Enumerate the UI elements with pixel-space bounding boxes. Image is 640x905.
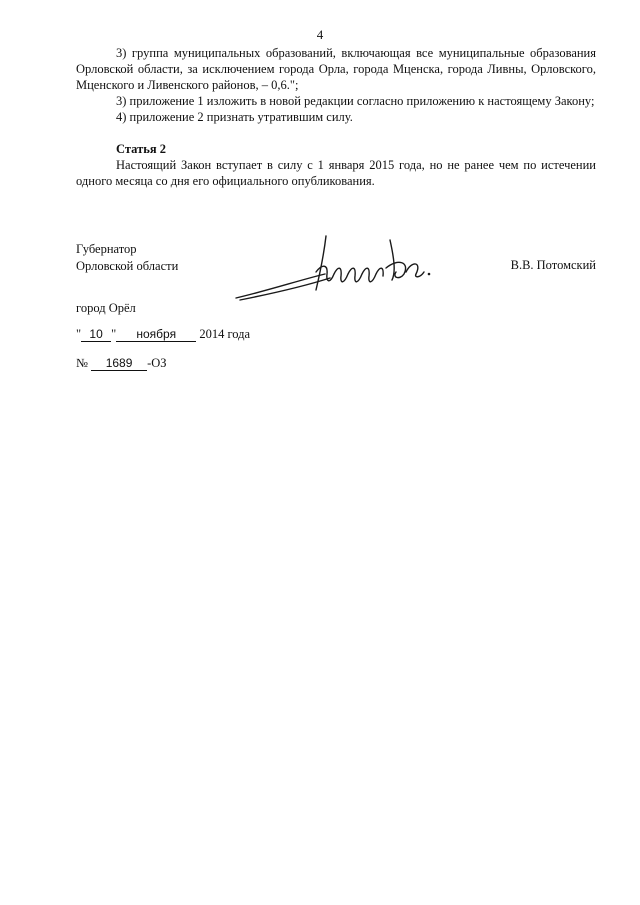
law-number-prefix: № xyxy=(76,356,88,370)
law-number-value: 1689 xyxy=(91,357,147,371)
page-number: 4 xyxy=(316,27,324,42)
signatory-title-line-2: Орловской области xyxy=(76,259,179,273)
paragraph-appendix-2: 4) приложение 2 признать утратившим силу. xyxy=(116,110,353,124)
signatory-title-line-1: Губернатор xyxy=(76,242,137,256)
article-heading: Статья 2 xyxy=(116,142,166,156)
paragraph-appendix-1: 3) приложение 1 изложить в новой редакции согласно приложению к настоящему Закону; xyxy=(116,94,595,108)
document-body xyxy=(76,45,596,189)
date-year: 2014 года xyxy=(199,327,251,341)
article-text: Настоящий Закон вступает в силу с 1 января 2015 года, но не ранее чем по истечении одного месяца со дня его официального опубликования. xyxy=(76,158,596,188)
date-close-quote: " xyxy=(111,327,117,341)
signatory-title xyxy=(76,241,178,275)
signing-date xyxy=(76,327,250,342)
handwritten-signature xyxy=(230,228,440,308)
city: город Орёл xyxy=(76,301,136,315)
signer-name: В.В. Потомский xyxy=(510,258,596,272)
date-day: 10 xyxy=(81,328,111,342)
date-month: ноября xyxy=(116,328,196,342)
paragraph-municipal-group: 3) группа муниципальных образований, включающая все муниципальные образования Орловской области, за исключением города Орла, города Мценска, города Ливны, Орловского, Мценского и Ливенского районов, – 0,6."; xyxy=(76,46,596,92)
date-open-quote: " xyxy=(76,327,82,341)
law-number xyxy=(76,356,167,371)
law-number-suffix: -ОЗ xyxy=(147,356,167,370)
